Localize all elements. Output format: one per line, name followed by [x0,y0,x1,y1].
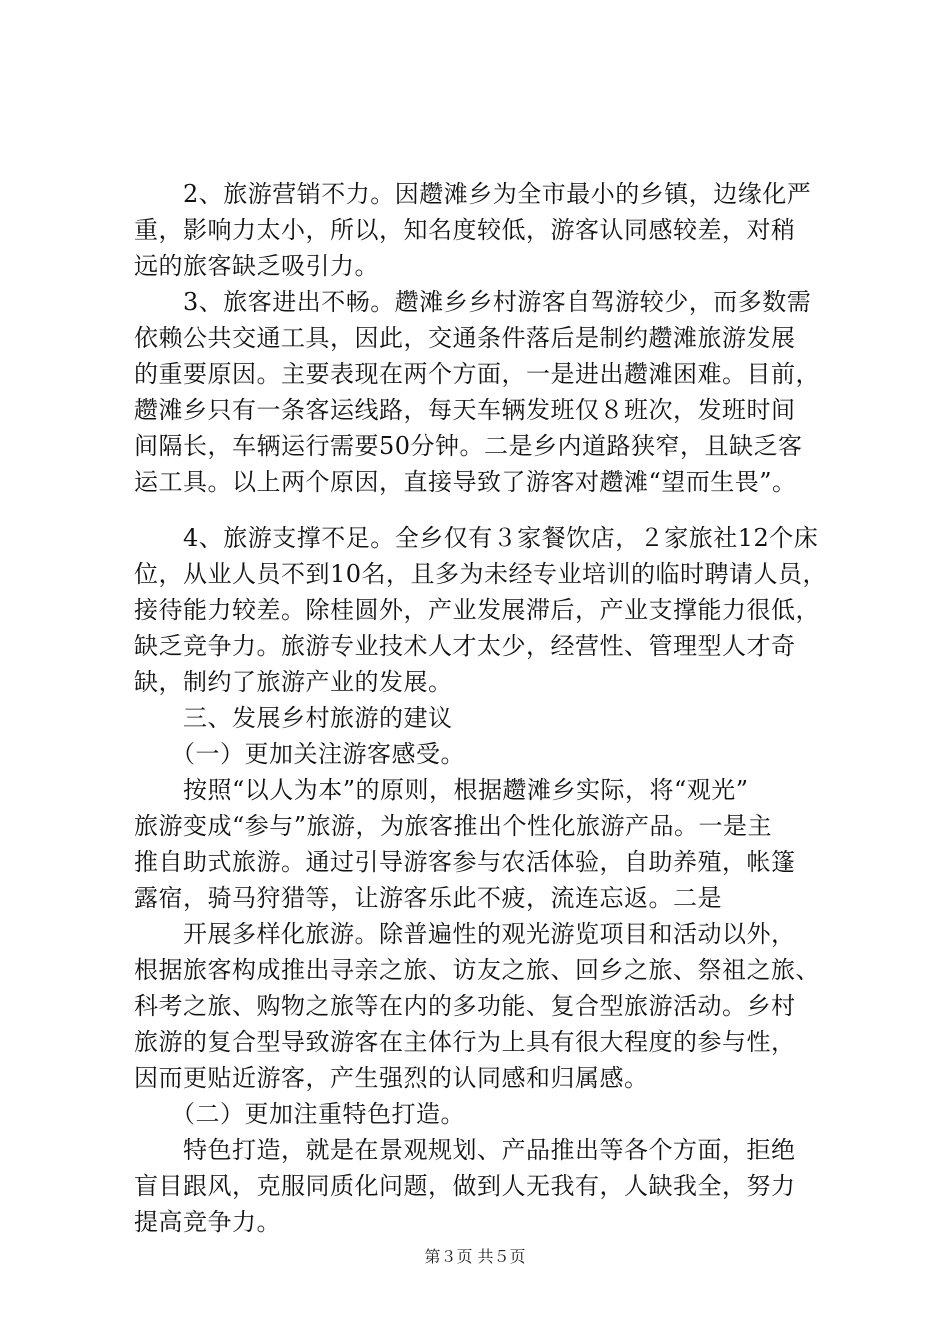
text-line: 趱滩乡只有一条客运线路，每天车辆发班仅８班次，发班时间 [134,396,796,424]
subsection-heading: （二）更加注重特色打造。 [134,1100,465,1128]
text-line: 根据旅客构成推出寻亲之旅、访友之旅、回乡之旅、祭祖之旅、 [134,956,820,984]
text-line: 特色打造，就是在景观规划、产品推出等各个方面，拒绝 [134,1136,796,1164]
text-line: 2、旅游营销不力。因趱滩乡为全市最小的乡镇，边缘化严 [134,180,812,208]
subsection-heading: （一）更加关注游客感受。 [134,740,465,768]
text-line: 缺乏竞争力。旅游专业技术人才太少，经营性、管理型人才奇 [134,632,796,660]
text-line: 缺，制约了旅游产业的发展。 [134,668,453,696]
text-line: 开展多样化旅游。除普遍性的观光游览项目和活动以外， [134,920,796,948]
text-line: 旅游的复合型导致游客在主体行为上具有很大程度的参与性， [134,1028,796,1056]
text-line: 3、旅客进出不畅。趱滩乡乡村游客自驾游较少，而多数需 [134,288,812,316]
text-line: 因而更贴近游客，产生强烈的认同感和归属感。 [134,1064,649,1092]
text-line: 的重要原因。主要表现在两个方面，一是进出趱滩困难。目前， [134,360,820,388]
text-line: 按照“以人为本”的原则，根据趱滩乡实际，将“观光” [134,776,749,804]
text-line: 科考之旅、购物之旅等在内的多功能、复合型旅游活动。乡村 [134,992,796,1020]
text-line: 接待能力较差。除桂圆外，产业发展滞后，产业支撑能力很低， [134,596,820,624]
section-heading: 三、发展乡村旅游的建议 [134,704,453,732]
text-line: 提高竞争力。 [134,1208,281,1236]
text-line: 重，影响力太小，所以，知名度较低，游客认同感较差，对稍 [134,216,796,244]
text-line: 盲目跟风，克服同质化问题，做到人无我有，人缺我全，努力 [134,1172,796,1200]
text-line: 运工具。以上两个原因，直接导致了游客对趱滩“望而生畏”。 [134,468,797,496]
text-line: 露宿，骑马狩猎等，让游客乐此不疲，流连忘返。二是 [134,884,722,912]
text-line: 依赖公共交通工具，因此，交通条件落后是制约趱滩旅游发展 [134,324,796,352]
text-line: 旅游变成“参与”旅游，为旅客推出个性化旅游产品。一是主 [134,812,773,840]
text-line: 推自助式旅游。通过引导游客参与农活体验，自助养殖，帐篷 [134,848,796,876]
text-line: 4、旅游支撑不足。全乡仅有３家餐饮店，２家旅社12个床 [134,524,819,552]
text-line: 远的旅客缺乏吸引力。 [134,252,379,280]
text-line: 位，从业人员不到10名，且多为未经专业培训的临时聘请人员， [134,560,828,588]
text-line: 间隔长，车辆运行需要50分钟。二是乡内道路狭窄，且缺乏客 [134,432,803,460]
page-footer: 第３页 共５页 [424,1247,526,1266]
